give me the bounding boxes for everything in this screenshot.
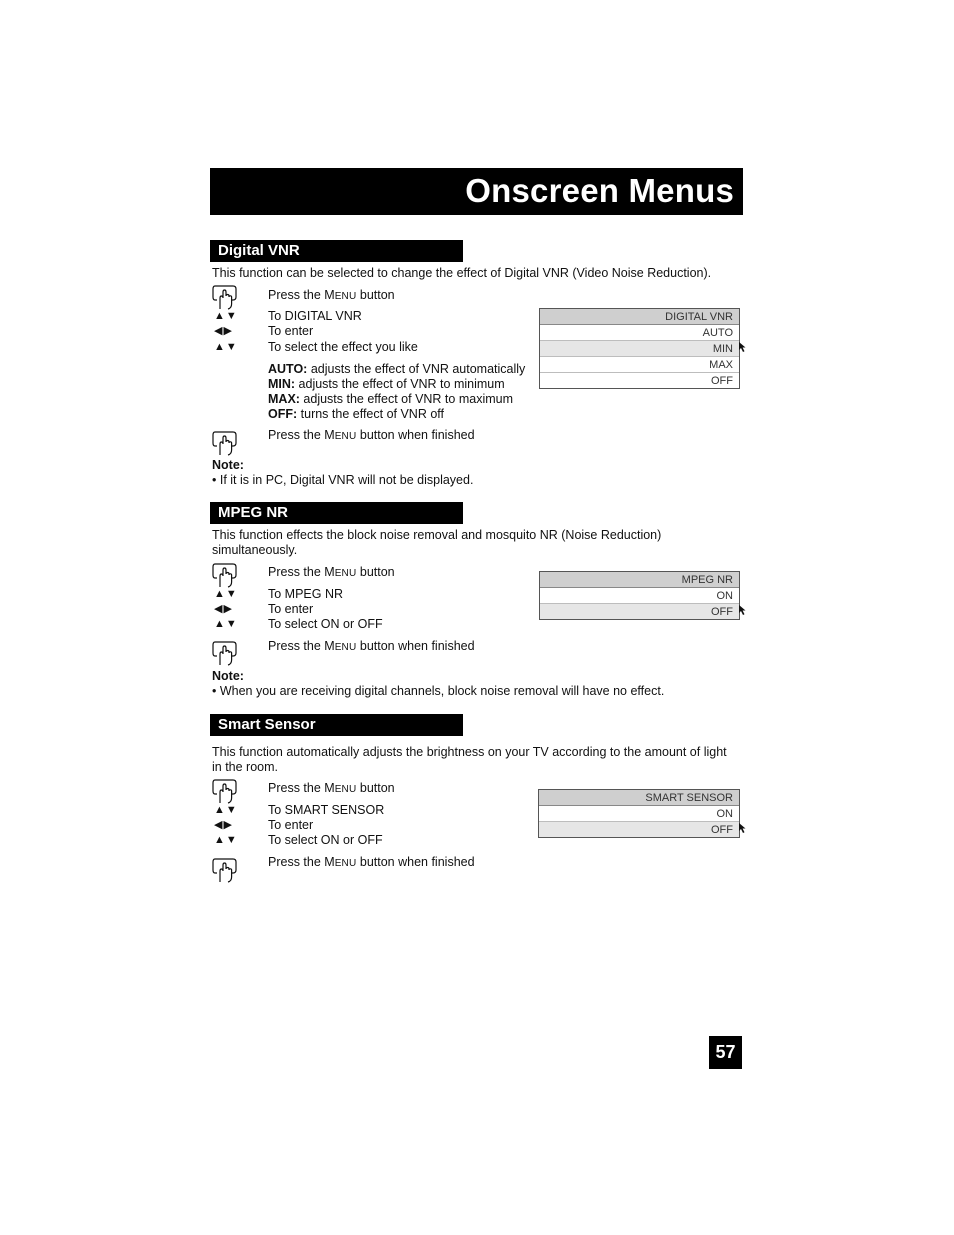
option-description-list: [268, 362, 525, 422]
note-text: • When you are receiving digital channels, block noise removal will have no effect.: [212, 684, 665, 698]
onscreen-menu-smart-sensor: [538, 789, 740, 838]
up-down-arrows-icon: ▲▼: [214, 310, 238, 322]
option-auto: AUTO: adjusts the effect of VNR automatically: [268, 362, 526, 376]
step-to-select: To select ON or OFF: [268, 617, 383, 631]
menu-item-off[interactable]: OFF: [540, 604, 739, 619]
menu-item-on[interactable]: ON: [539, 806, 739, 822]
up-down-arrows-icon: ▲▼: [214, 588, 238, 600]
page-title-bar: [210, 168, 743, 215]
note-label: Note:: [212, 669, 244, 683]
option-max: MAX: adjusts the effect of VNR to maximum: [268, 392, 514, 406]
step-press-menu: Press the MENU button: [268, 565, 395, 579]
step-to-item: To MPEG NR: [268, 587, 344, 601]
option-min: MIN: adjusts the effect of VNR to minimum: [268, 377, 505, 391]
hand-press-icon: [212, 857, 238, 883]
step-to-enter: To enter: [268, 324, 314, 338]
up-down-arrows-icon: ▲▼: [214, 341, 238, 353]
note-label: Note:: [212, 458, 244, 472]
step-to-item: To DIGITAL VNR: [268, 309, 362, 323]
menu-item-on[interactable]: ON: [540, 588, 739, 604]
section-heading-text: Smart Sensor: [218, 716, 316, 733]
step-to-select: To select ON or OFF: [268, 833, 383, 847]
menu-header: SMART SENSOR: [539, 790, 739, 806]
step-press-menu-finished: Press the MENU button when finished: [268, 639, 475, 653]
menu-cursor-icon: [738, 822, 748, 834]
menu-item-auto[interactable]: AUTO: [540, 325, 739, 341]
menu-item-min[interactable]: MIN: [540, 341, 739, 357]
section-heading-mpeg-nr: [210, 502, 463, 524]
section-heading-text: Digital VNR: [218, 242, 300, 259]
option-off: OFF: turns the effect of VNR off: [268, 407, 445, 421]
step-to-enter: To enter: [268, 602, 314, 616]
section-intro-line-1: This function automatically adjusts the brightness on your TV according to the amount of light: [212, 745, 727, 759]
hand-press-icon: [212, 562, 238, 588]
up-down-arrows-icon: ▲▼: [214, 804, 238, 816]
hand-press-icon: [212, 284, 238, 310]
section-intro-line-2: simultaneously.: [212, 543, 298, 557]
left-right-arrows-icon: ◀▶: [214, 325, 233, 337]
section-heading-smart-sensor: [210, 714, 463, 736]
menu-item-off[interactable]: OFF: [539, 822, 739, 837]
page-title: Onscreen Menus: [465, 172, 734, 209]
note-text: • If it is in PC, Digital VNR will not be displayed.: [212, 473, 474, 487]
menu-item-max[interactable]: MAX: [540, 357, 739, 373]
menu-cursor-icon: [738, 604, 748, 616]
menu-item-off[interactable]: OFF: [711, 375, 733, 387]
section-intro-line-1: This function effects the block noise removal and mosquito NR (Noise Reduction): [212, 528, 662, 542]
step-press-menu: Press the MENU button: [268, 288, 395, 302]
hand-press-icon: [212, 640, 238, 666]
hand-press-icon: [212, 430, 238, 456]
section-intro-line-2: in the room.: [212, 760, 279, 774]
page-number: 57: [709, 1036, 742, 1069]
step-to-item: To SMART SENSOR: [268, 803, 385, 817]
step-press-menu-finished: Press the MENU button when finished: [268, 428, 475, 442]
step-to-enter: To enter: [268, 818, 314, 832]
menu-header: MPEG NR: [540, 572, 739, 588]
section-heading-digital-vnr: [210, 240, 463, 262]
up-down-arrows-icon: ▲▼: [214, 618, 238, 630]
step-press-menu: Press the MENU button: [268, 781, 395, 795]
step-press-menu-finished: Press the MENU button when finished: [268, 855, 475, 869]
menu-header: DIGITAL VNR: [540, 309, 739, 325]
left-right-arrows-icon: ◀▶: [214, 603, 233, 615]
up-down-arrows-icon: ▲▼: [214, 834, 238, 846]
onscreen-menu-digital-vnr: [539, 308, 740, 389]
hand-press-icon: [212, 778, 238, 804]
menu-cursor-icon: [738, 341, 748, 353]
step-to-select: To select the effect you like: [268, 340, 418, 354]
left-right-arrows-icon: ◀▶: [214, 819, 233, 831]
section-heading-text: MPEG NR: [218, 504, 289, 521]
onscreen-menu-mpeg-nr: [539, 571, 740, 620]
section-intro: This function can be selected to change the effect of Digital VNR (Video Noise Reduction).: [212, 266, 712, 280]
